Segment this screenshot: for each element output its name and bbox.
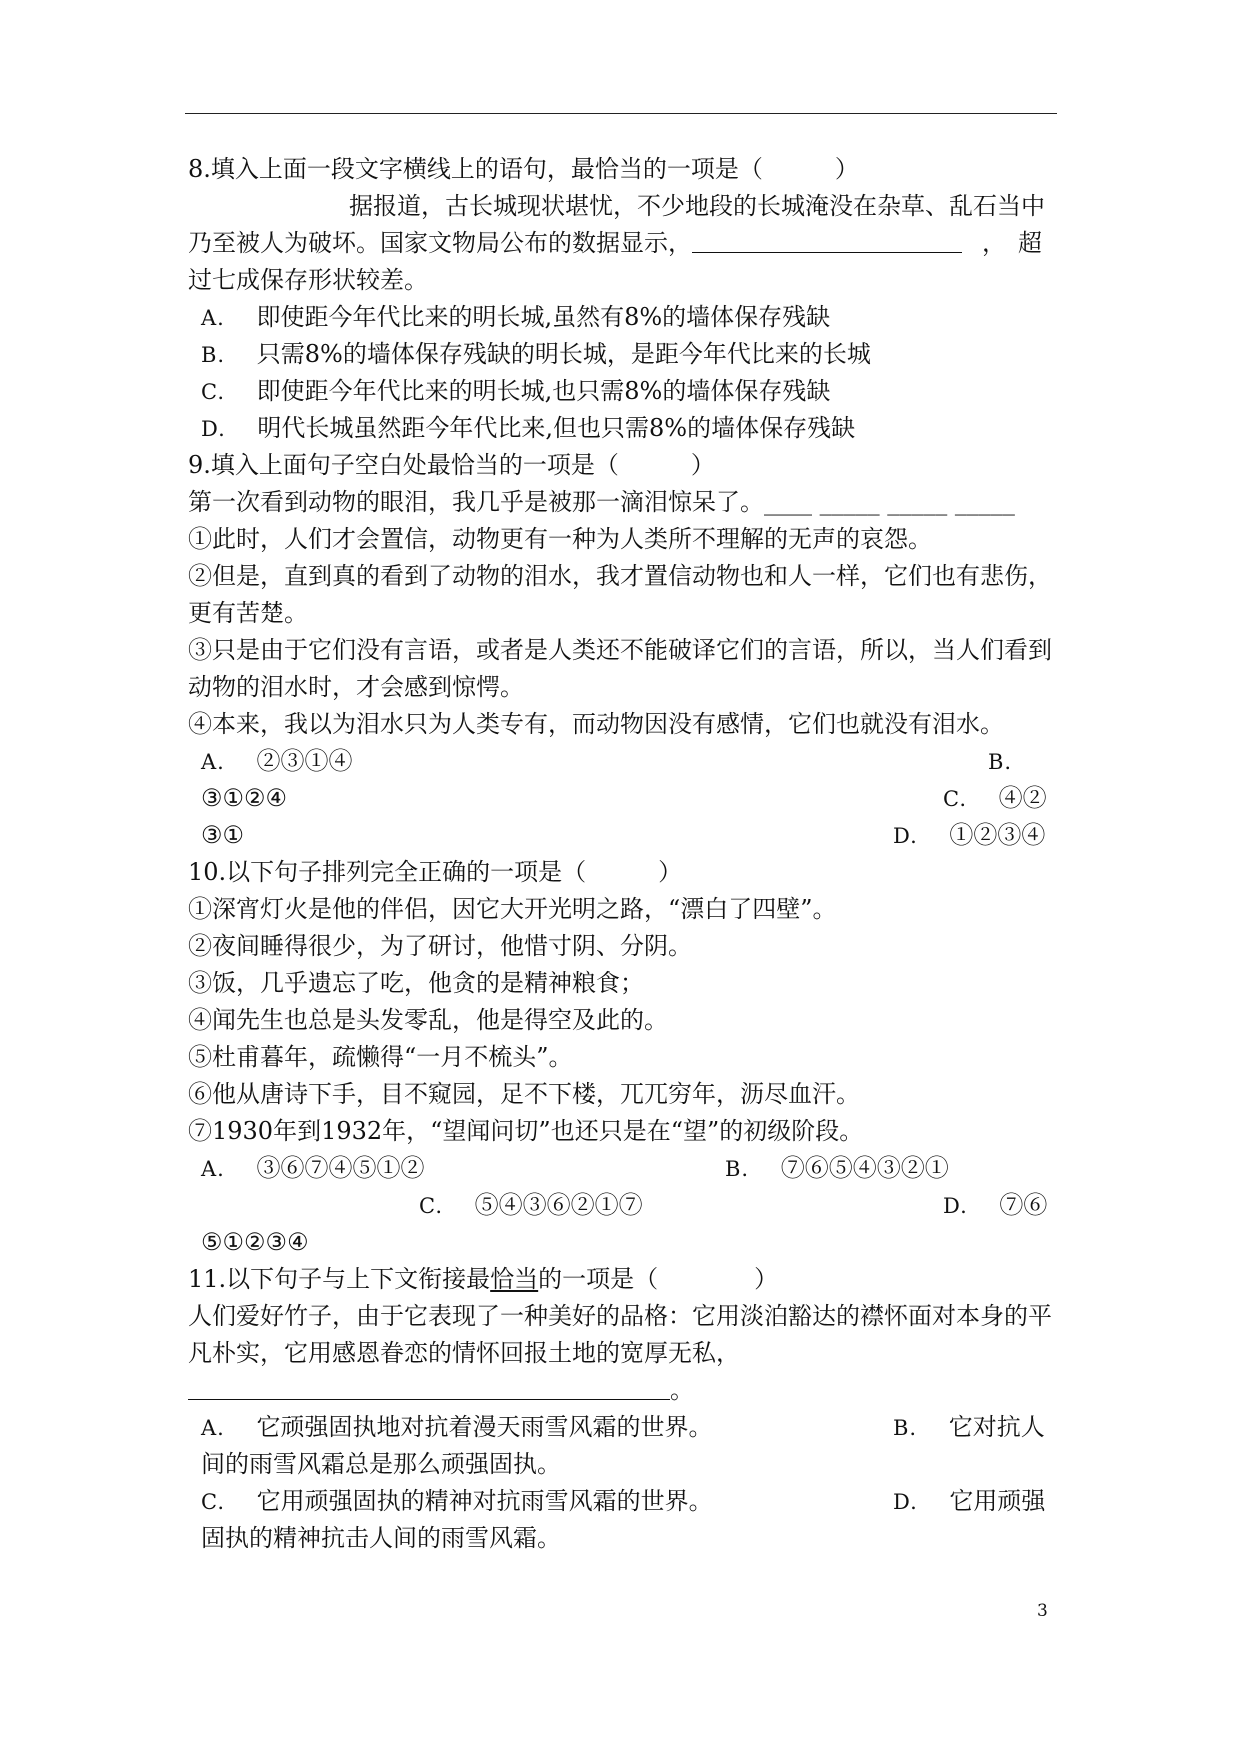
q10-sentence-6: ⑥他从唐诗下手，目不窥园，足不下楼，兀兀穷年，沥尽血汗。 bbox=[188, 1080, 860, 1108]
q9-sentence-3b: 动物的泪水时，才会感到惊愕。 bbox=[188, 673, 524, 701]
q10-option-b-text: ⑦⑥⑤④③②① bbox=[780, 1154, 949, 1182]
q10-option-d-text1: ⑦⑥ bbox=[999, 1191, 1048, 1219]
page-number: 3 bbox=[1037, 1601, 1048, 1621]
q9-sentence-3a: ③只是由于它们没有言语，或者是人类还不能破译它们的言语，所以，当人们看到 bbox=[188, 636, 1052, 664]
q8-passage-line2-tail: ， 超 bbox=[982, 229, 1042, 257]
q8-option-d-letter: D. bbox=[201, 417, 226, 441]
q10-option-b-letter: B. bbox=[725, 1157, 750, 1181]
q8-option-c[interactable] bbox=[201, 376, 1101, 407]
q11-stem-pre: 11.以下句子与上下文衔接最 bbox=[188, 1265, 491, 1293]
q10-option-a-text: ③⑥⑦④⑤①② bbox=[256, 1154, 425, 1182]
q9-option-a-letter: A. bbox=[201, 750, 225, 774]
q10-sentence-2: ②夜间睡得很少，为了研讨，他惜寸阴、分阴。 bbox=[188, 932, 692, 960]
q11-option-d-text1: 它用顽强 bbox=[949, 1487, 1046, 1515]
q8-option-c-text: 即使距今年代比来的明长城,也只需8%的墙体保存残缺 bbox=[256, 377, 831, 405]
header-rule bbox=[185, 113, 1057, 114]
q11-option-d[interactable] bbox=[893, 1486, 1241, 1517]
q10-option-b[interactable] bbox=[725, 1153, 1241, 1184]
q11-stem bbox=[188, 1264, 1088, 1294]
q9-sentence-2a: ②但是，直到真的看到了动物的泪水，我才置信动物也和人一样，它们也有悲伤， bbox=[188, 562, 1052, 590]
q9-option-d-letter: D. bbox=[893, 824, 918, 848]
q11-option-c-text: 它用顽强固执的精神对抗雨雪风霜的世界。 bbox=[256, 1487, 713, 1515]
q11-option-c-letter: C. bbox=[201, 1490, 225, 1514]
q8-passage-line2 bbox=[188, 228, 1088, 258]
q8-answer-blank bbox=[692, 230, 962, 253]
q10-option-d-letter: D. bbox=[943, 1194, 968, 1218]
q8-passage-line3: 过七成保存形状较差。 bbox=[188, 266, 428, 294]
q8-stem: 8.填入上面一段文字横线上的语句，最恰当的一项是（ ） bbox=[188, 155, 859, 183]
q9-lead: 第一次看到动物的眼泪，我几乎是被那一滴泪惊呆了。____ _____ _____ _____ bbox=[188, 488, 1015, 516]
q11-stem-underlined: 恰当 bbox=[490, 1265, 539, 1293]
q10-option-a-letter: A. bbox=[201, 1157, 225, 1181]
q8-option-c-letter: C. bbox=[201, 380, 225, 404]
q11-passage-line2: 凡朴实，它用感恩眷恋的情怀回报土地的宽厚无私， bbox=[188, 1339, 740, 1367]
q9-option-d[interactable] bbox=[893, 820, 1241, 851]
q10-sentence-4: ④闻先生也总是头发零乱，他是得空及此的。 bbox=[188, 1006, 668, 1034]
q8-passage-line1: 据报道，古长城现状堪忧，不少地段的长城淹没在杂草、乱石当中 bbox=[349, 192, 1045, 220]
q11-option-a-text: 它顽强固执地对抗着漫天雨雪风霜的世界。 bbox=[256, 1413, 713, 1441]
q8-passage-line2-text: 乃至被人为破坏。国家文物局公布的数据显示， bbox=[188, 229, 692, 257]
q11-option-d-letter: D. bbox=[893, 1490, 918, 1514]
q11-option-a-letter: A. bbox=[201, 1416, 225, 1440]
q10-option-d[interactable] bbox=[943, 1190, 1241, 1221]
q8-option-b[interactable] bbox=[201, 339, 1101, 370]
q9-stem: 9.填入上面句子空白处最恰当的一项是（ ） bbox=[188, 451, 715, 479]
q8-option-a[interactable] bbox=[201, 302, 1101, 333]
q11-passage-end: 。 bbox=[670, 1376, 694, 1404]
q11-option-b-text1: 它对抗人 bbox=[948, 1413, 1045, 1441]
q11-option-b-text2[interactable]: 间的雨雪风霜总是那么顽强固执。 bbox=[201, 1450, 561, 1478]
q10-sentence-7: ⑦1930年到1932年，“望闻问切”也还只是在“望”的初级阶段。 bbox=[188, 1117, 864, 1145]
q11-option-d-text2[interactable]: 固执的精神抗击人间的雨雪风霜。 bbox=[201, 1524, 561, 1552]
q9-option-c[interactable] bbox=[943, 783, 1241, 814]
q9-option-b-letter: B. bbox=[988, 750, 1013, 774]
q8-option-d[interactable] bbox=[201, 413, 1101, 444]
q11-passage-line3 bbox=[188, 1375, 1088, 1405]
q10-sentence-3: ③饭，几乎遗忘了吃，他贪的是精神粮食； bbox=[188, 969, 644, 997]
q8-option-a-letter: A. bbox=[201, 306, 225, 330]
q9-option-c-text2[interactable]: ③① bbox=[201, 821, 245, 849]
q9-sentence-1: ①此时，人们才会置信，动物更有一种为人类所不理解的无声的哀怨。 bbox=[188, 525, 932, 553]
q9-option-b-letter-wrap[interactable] bbox=[988, 746, 1241, 777]
q9-option-d-text: ①②③④ bbox=[949, 821, 1046, 849]
q8-option-b-letter: B. bbox=[201, 343, 226, 367]
q10-option-d-text2[interactable]: ⑤①②③④ bbox=[201, 1228, 309, 1256]
q9-option-a[interactable] bbox=[201, 746, 1101, 777]
q9-option-c-letter: C. bbox=[943, 787, 967, 811]
q11-stem-post: 的一项是（ ） bbox=[538, 1265, 779, 1293]
q9-option-c-text1: ④② bbox=[998, 784, 1047, 812]
q11-option-b[interactable] bbox=[893, 1412, 1241, 1443]
q8-option-a-text: 即使距今年代比来的明长城,虽然有8%的墙体保存残缺 bbox=[256, 303, 831, 331]
q10-option-c-text: ⑤④③⑥②①⑦ bbox=[474, 1191, 643, 1219]
q11-answer-blank bbox=[188, 1377, 670, 1400]
q9-sentence-2b: 更有苦楚。 bbox=[188, 599, 308, 627]
q8-option-d-text: 明代长城虽然距今年代比来,但也只需8%的墙体保存残缺 bbox=[257, 414, 856, 442]
q10-sentence-1: ①深宵灯火是他的伴侣，因它大开光明之路，“漂白了四壁”。 bbox=[188, 895, 837, 923]
q8-option-b-text: 只需8%的墙体保存残缺的明长城，是距今年代比来的长城 bbox=[256, 340, 871, 368]
q9-option-a-text: ②③①④ bbox=[256, 747, 353, 775]
q9-option-b-text[interactable]: ③①②④ bbox=[201, 784, 288, 812]
q10-option-c-letter: C. bbox=[419, 1194, 443, 1218]
q11-option-b-letter: B. bbox=[893, 1416, 918, 1440]
q10-stem: 10.以下句子排列完全正确的一项是（ ） bbox=[188, 858, 683, 886]
q11-passage-line1: 人们爱好竹子，由于它表现了一种美好的品格：它用淡泊豁达的襟怀面对本身的平 bbox=[188, 1302, 1052, 1330]
q9-sentence-4: ④本来，我以为泪水只为人类专有，而动物因没有感情，它们也就没有泪水。 bbox=[188, 710, 1004, 738]
q10-sentence-5: ⑤杜甫暮年，疏懒得“一月不梳头”。 bbox=[188, 1043, 573, 1071]
